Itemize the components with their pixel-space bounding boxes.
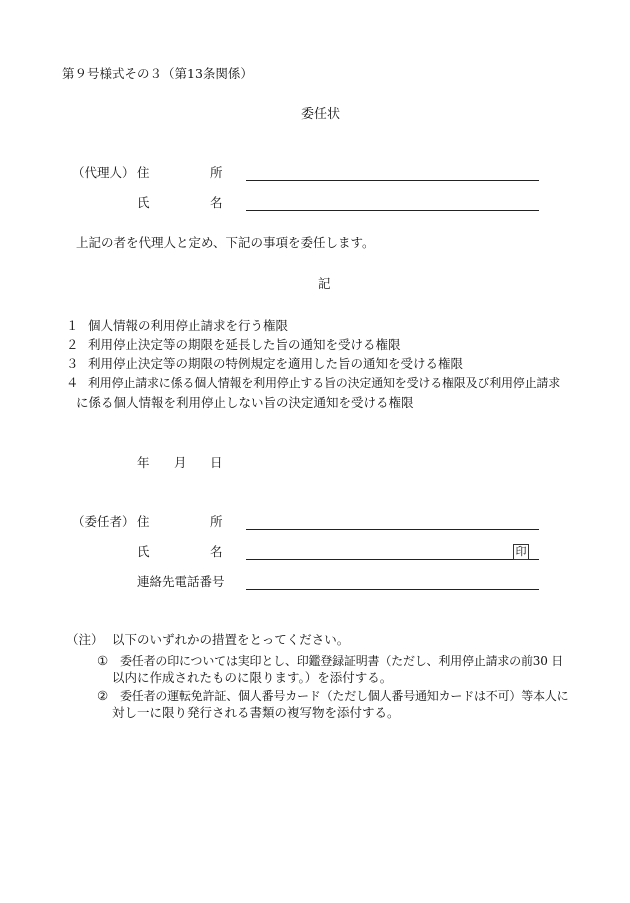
agent-name-label-b: 名 — [210, 195, 223, 210]
principal-name-field[interactable] — [246, 559, 539, 560]
form-number: 第９号様式その３（第13条関係） — [62, 66, 253, 81]
date-year: 年 — [137, 455, 150, 470]
agent-address-label-b: 所 — [210, 165, 223, 180]
item-text: 利用停止決定等の期限の特例規定を適用した旨の通知を受ける権限 — [88, 356, 464, 371]
note-mark: ① — [97, 653, 109, 668]
seal-mark: 印 — [513, 544, 529, 560]
note-text: 委任者の印については実印とし、印鑑登録証明書（ただし、利用停止請求の前30 日 — [120, 654, 564, 668]
item-text-continued: に係る個人情報を利用停止しない旨の決定通知を受ける権限 — [76, 395, 414, 410]
item-number: １ — [66, 318, 79, 333]
date-month: 月 — [174, 455, 187, 470]
delegation-statement: 上記の者を代理人と定め、下記の事項を委任します。 — [76, 235, 375, 250]
principal-phone-label: 連絡先電話番号 — [137, 574, 225, 589]
note-mark: ② — [97, 688, 109, 703]
notes-intro: 以下のいずれかの措置をとってください。 — [112, 632, 350, 647]
principal-address-field[interactable] — [246, 529, 539, 530]
item-text: 個人情報の利用停止請求を行う権限 — [88, 318, 289, 333]
item-number: ３ — [66, 356, 79, 371]
note-text-continued: 対し一に限り発行される書類の複写物を添付する。 — [112, 705, 400, 720]
date-day: 日 — [210, 455, 223, 470]
principal-address-label-b: 所 — [210, 514, 223, 529]
agent-address-field[interactable] — [246, 180, 539, 181]
principal-phone-field[interactable] — [246, 589, 539, 590]
page-title: 委任状 — [301, 107, 341, 122]
notes-label: （注） — [66, 632, 104, 647]
principal-name-label-b: 名 — [210, 544, 223, 559]
item-number: ２ — [66, 337, 79, 352]
item-text: 利用停止決定等の期限を延長した旨の通知を受ける権限 — [88, 337, 401, 352]
agent-role-label: （代理人） — [72, 165, 135, 180]
principal-address-label-a: 住 — [137, 514, 150, 529]
principal-role-label: （委任者） — [72, 514, 135, 529]
ki-heading: 記 — [318, 276, 331, 291]
note-text: 委任者の運転免許証、個人番号カード（ただし個人番号通知カードは不可）等本人に — [120, 689, 569, 703]
principal-name-label-a: 氏 — [137, 544, 150, 559]
note-text-continued: 以内に作成されたものに限ります。）を添付する。 — [112, 670, 393, 685]
agent-name-label-a: 氏 — [137, 195, 150, 210]
item-text: 利用停止請求に係る個人情報を利用停止する旨の決定通知を受ける権限及び利用停止請求 — [88, 376, 561, 390]
agent-name-field[interactable] — [246, 210, 539, 211]
agent-address-label-a: 住 — [137, 165, 150, 180]
item-number: ４ — [66, 375, 79, 390]
